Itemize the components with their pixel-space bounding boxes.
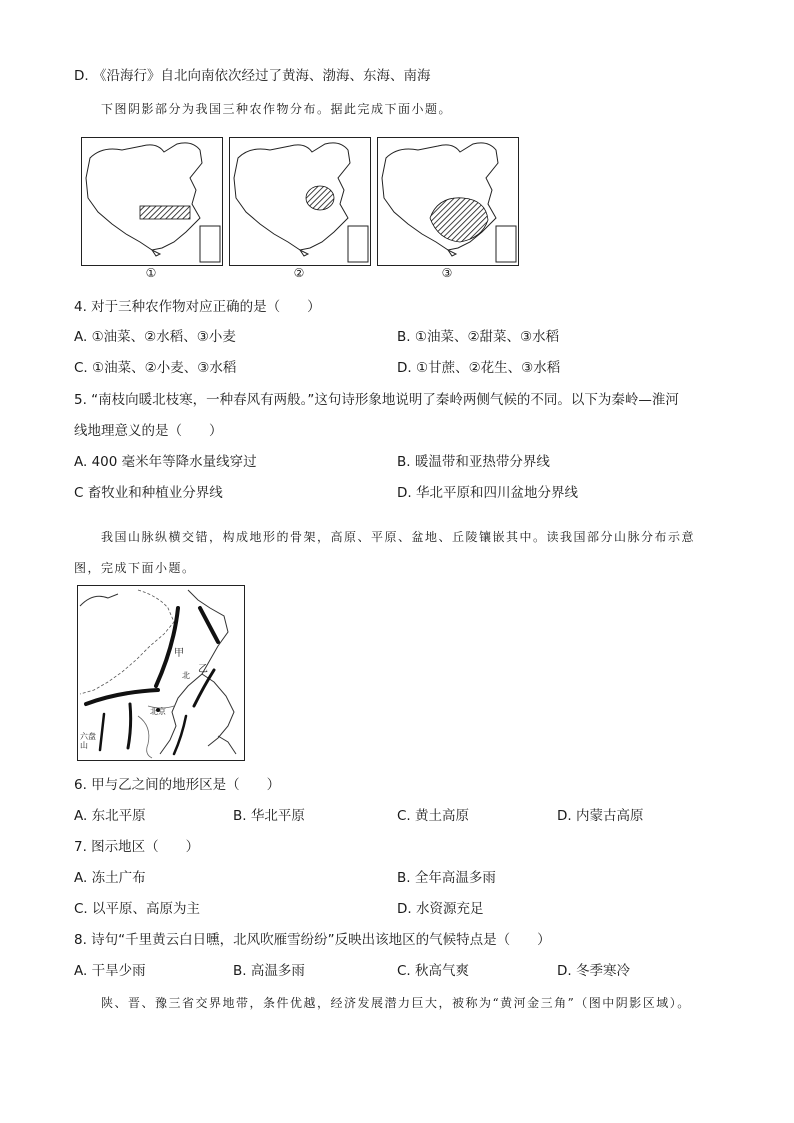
q6-option-a[interactable]: A. 东北平原 <box>74 808 146 824</box>
q5-stem-line2: 线地理意义的是（ ） <box>74 423 223 439</box>
q5-option-d[interactable]: D. 华北平原和四川盆地分界线 <box>397 485 578 501</box>
label-liupan: 六盘山 <box>80 732 96 750</box>
q8-option-b[interactable]: B. 高温多雨 <box>233 963 305 979</box>
q4-option-d[interactable]: D. ①甘蔗、②花生、③水稻 <box>397 360 561 376</box>
q6-option-c[interactable]: C. 黄土高原 <box>397 808 470 824</box>
intro-mountains-line2: 图，完成下面小题。 <box>74 561 196 575</box>
q6-option-d[interactable]: D. 内蒙古高原 <box>557 808 644 824</box>
q7-option-c[interactable]: C. 以平原、高原为主 <box>74 901 201 917</box>
label-yi: 乙 <box>198 664 208 675</box>
intro-mountains-line1: 我国山脉纵横交错，构成地形的骨架，高原、平原、盆地、丘陵镶嵌其中。读我国部分山脉分布示意 <box>101 530 696 544</box>
q7-option-b[interactable]: B. 全年高温多雨 <box>397 870 496 886</box>
label-beijing: 北京 <box>150 707 166 716</box>
label-jia: 甲 <box>174 648 184 659</box>
crop-map-label-1: ① <box>145 266 157 280</box>
q8-option-d[interactable]: D. 冬季寒冷 <box>557 963 630 979</box>
q4-option-a[interactable]: A. ①油菜、②水稻、③小麦 <box>74 329 236 345</box>
crop-map-1 <box>81 137 223 266</box>
q7-stem: 7. 图示地区（ ） <box>74 839 200 855</box>
q4-option-c[interactable]: C. ①油菜、②小麦、③水稻 <box>74 360 237 376</box>
q4-stem: 4. 对于三种农作物对应正确的是（ ） <box>74 299 321 315</box>
crop-map-2 <box>229 137 371 266</box>
q7-option-a[interactable]: A. 冻土广布 <box>74 870 146 886</box>
intro-crops: 下图阴影部分为我国三种农作物分布。据此完成下面小题。 <box>101 102 453 116</box>
q6-stem: 6. 甲与乙之间的地形区是（ ） <box>74 777 281 793</box>
q8-option-c[interactable]: C. 秋高气爽 <box>397 963 470 979</box>
crop-map-label-2: ② <box>293 266 305 280</box>
q5-option-a[interactable]: A. 400 毫米年等降水量线穿过 <box>74 454 257 470</box>
label-bei: 北 <box>182 671 190 680</box>
q3-option-d: D. 《沿海行》自北向南依次经过了黄海、渤海、东海、南海 <box>74 68 431 84</box>
q5-option-c[interactable]: C 畜牧业和种植业分界线 <box>74 485 223 501</box>
q7-option-d[interactable]: D. 水资源充足 <box>397 901 484 917</box>
crop-map-3 <box>377 137 519 266</box>
q8-option-a[interactable]: A. 干旱少雨 <box>74 963 146 979</box>
crop-map-label-3: ③ <box>441 266 453 280</box>
intro-triangle: 陕、晋、豫三省交界地带，条件优越，经济发展潜力巨大，被称为“黄河金三角”（图中阴影区域）。 <box>101 996 691 1010</box>
q5-option-b[interactable]: B. 暖温带和亚热带分界线 <box>397 454 550 470</box>
q4-option-b[interactable]: B. ①油菜、②甜菜、③水稻 <box>397 329 560 345</box>
q6-option-b[interactable]: B. 华北平原 <box>233 808 305 824</box>
mountain-map <box>77 585 245 761</box>
q8-stem: 8. 诗句“千里黄云白日曛，北风吹雁雪纷纷”反映出该地区的气候特点是（ ） <box>74 932 551 948</box>
q5-stem-line1: 5. “南枝向暖北枝寒，一种春风有两般。”这句诗形象地说明了秦岭两侧气候的不同。以下为秦岭—淮河 <box>74 392 679 408</box>
